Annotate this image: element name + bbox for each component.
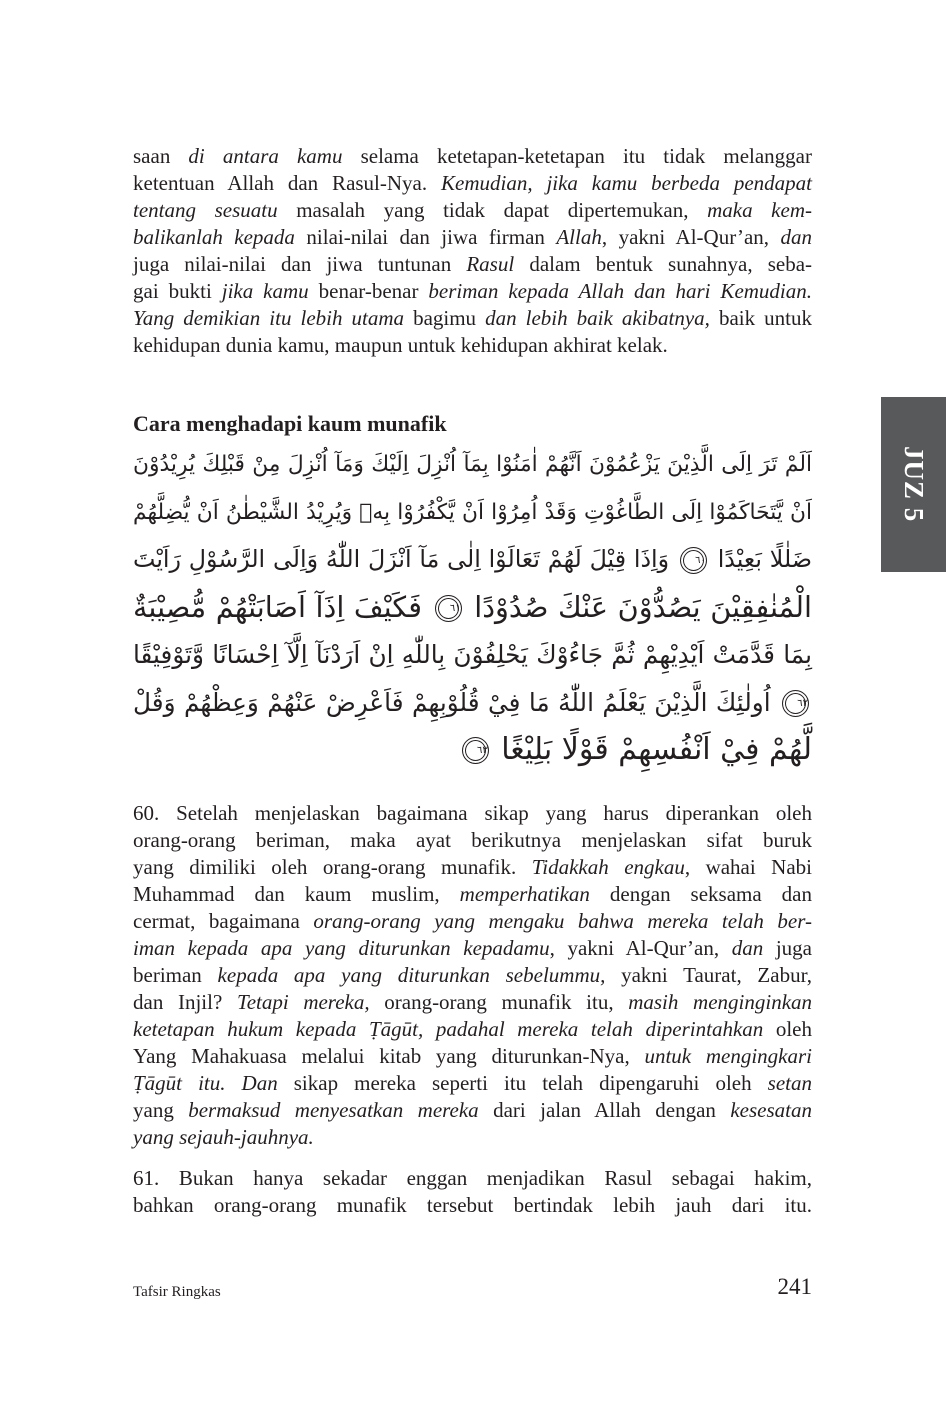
commentary-60-line xyxy=(133,1070,812,1097)
quran-verse-line xyxy=(133,489,812,537)
quran-verse-line xyxy=(133,679,812,727)
text-run: kehidupan dunia kamu, maupun untuk kehidupan akhirat kelak. xyxy=(133,333,668,357)
intro-text-line xyxy=(133,332,812,359)
commentary-60-line xyxy=(133,989,812,1016)
commentary-60-line xyxy=(133,800,812,827)
text-run: فَكَيْفَ اِذَآ اَصَابَتْهُمْ مُّصِيْبَةٌ xyxy=(133,589,432,624)
italic-text: Tidakkah engkau xyxy=(531,855,685,879)
intro-text-line xyxy=(133,170,812,197)
commentary-verse-60 xyxy=(133,800,812,1151)
text-run: الْمُنٰفِقِيْنَ يَصُدُّوْنَ عَنْكَ صُدُوْدًا xyxy=(464,589,812,624)
text-run: cermat, bagaimana xyxy=(133,909,314,933)
ayah-number-marker: ٦١ xyxy=(435,595,462,622)
italic-text: jika kamu xyxy=(221,279,309,303)
commentary-61-line xyxy=(133,1192,812,1219)
text-run: 61. Bukan hanya sekadar enggan menjadikan Rasul sebagai hakim, xyxy=(133,1166,812,1190)
text-run: juga xyxy=(763,936,813,960)
text-run: اَنْ يَّتَحَاكَمُوْا اِلَى الطَّاغُوْتِ وَقَدْ اُمِرُوْا اَنْ يَّكْفُرُوْا بِهٖ وَيُرِيْدُ الشَّيْطٰنُ اَنْ يُّضِلَّهُمْ xyxy=(133,499,812,525)
text-run: orang-orang beriman, maka ayat berikutnya menjelaskan sifat buruk xyxy=(133,828,812,852)
text-run: yang dimiliki oleh orang-orang munafik. xyxy=(133,855,532,879)
text-run: dengan seksama dan xyxy=(589,882,812,906)
quran-verse-line xyxy=(133,584,812,632)
italic-text: di antara kamu xyxy=(188,144,343,168)
italic-text: beriman kepada Allah dan hari Kemudian. xyxy=(428,279,813,303)
page-number: 241 xyxy=(777,1274,812,1299)
text-run: masalah yang tidak dapat dipertemukan, xyxy=(277,198,708,222)
italic-text: Yang demikian itu lebih utama xyxy=(133,306,405,330)
italic-text: masih menginginkan xyxy=(628,990,813,1014)
quran-verse-line xyxy=(133,726,812,774)
text-run: beriman xyxy=(133,963,218,987)
text-run: bahkan orang-orang munafik tersebut bertindak lebih jauh dari itu. xyxy=(133,1193,812,1217)
text-run: baik untuk xyxy=(709,306,812,330)
text-run: اُولٰئِكَ الَّذِيْنَ يَعْلَمُ اللّٰهُ مَا فِيْ قُلُوْبِهِمْ فَاَعْرِضْ عَنْهُمْ وَعِظْهُمْ وَقُلْ xyxy=(133,687,779,717)
text-run: gai bukti xyxy=(133,279,222,303)
italic-text: memperhatikan xyxy=(459,882,590,906)
intro-text-line xyxy=(133,278,812,305)
italic-text: dan xyxy=(731,936,764,960)
commentary-60-line xyxy=(133,908,812,935)
juz-tab-label: JUZ 5 xyxy=(899,446,929,523)
text-run: بِمَا قَدَّمَتْ اَيْدِيْهِمْ ثُمَّ جَاءُوْكَ يَحْلِفُوْنَ بِاللّٰهِ اِنْ اَرَدْنَآ اِلَّآ اِحْسَانًا وَّتَوْفِيْقًا xyxy=(133,640,812,669)
italic-text: balikanlah kepada xyxy=(133,225,295,249)
commentary-60-line xyxy=(133,1097,812,1124)
italic-text: Ṭāgūt itu. Dan xyxy=(133,1071,278,1095)
text-run: اَلَمْ تَرَ اِلَى الَّذِيْنَ يَزْعُمُوْنَ اَنَّهُمْ اٰمَنُوْا بِمَآ اُنْزِلَ اِلَيْكَ وَمَآ اُنْزِلَ مِنْ قَبْلِكَ يُرِيْدُوْنَ xyxy=(133,452,812,477)
text-run: bagimu xyxy=(404,306,486,330)
text-run: , yakni Al-Qur’an, xyxy=(601,225,781,249)
text-run: , wahai Nabi xyxy=(684,855,813,879)
italic-text: dan xyxy=(780,225,812,249)
italic-text: orang-orang yang mengaku bahwa mereka telah ber- xyxy=(313,909,812,933)
italic-text: Rasul xyxy=(466,252,515,276)
text-run: selama ketetapan-ketetapan itu tidak melanggar xyxy=(342,144,812,168)
italic-text: Tetapi mereka, xyxy=(236,990,370,1014)
italic-text: Kemudian, jika kamu berbeda pendapat xyxy=(441,171,812,195)
intro-text-line xyxy=(133,224,812,251)
commentary-60-line xyxy=(133,827,812,854)
running-footer-title: Tafsir Ringkas xyxy=(133,1284,221,1300)
text-run: 60. Setelah menjelaskan bagaimana sikap yang harus diperankan oleh xyxy=(133,801,812,825)
commentary-verse-61 xyxy=(133,1165,812,1219)
commentary-60-line xyxy=(133,1016,812,1043)
quran-verses-block xyxy=(133,441,812,774)
commentary-61-line xyxy=(133,1165,812,1192)
intro-text-line xyxy=(133,251,812,278)
text-run: yakni Taurat, Zabur, xyxy=(605,963,812,987)
text-run: ضَلٰلًا بَعِيْدًا xyxy=(709,545,812,573)
text-run: dari jalan Allah dengan xyxy=(478,1098,731,1122)
quran-verse-line xyxy=(133,536,812,584)
quran-verse-line xyxy=(133,441,812,489)
italic-text: kepada apa yang diturunkan sebelummu, xyxy=(217,963,606,987)
text-run: dan Injil? xyxy=(133,990,237,1014)
text-run: juga nilai-nilai dan jiwa tuntunan xyxy=(133,252,467,276)
text-run: yang xyxy=(133,1098,189,1122)
commentary-60-line xyxy=(133,935,812,962)
text-run: oleh xyxy=(763,1017,813,1041)
text-run: وَاِذَا قِيْلَ لَهُمْ تَعَالَوْا اِلٰى مَآ اَنْزَلَ اللّٰهُ وَاِلَى الرَّسُوْلِ رَاَيْتَ xyxy=(133,545,677,573)
commentary-60-line xyxy=(133,881,812,908)
intro-text-line xyxy=(133,305,812,332)
text-run: Yang Mahakuasa melalui kitab yang diturunkan-Nya, xyxy=(133,1044,645,1068)
text-run: Muhammad dan kaum muslim, xyxy=(133,882,460,906)
commentary-60-line xyxy=(133,1043,812,1070)
italic-text: ketetapan hukum kepada Ṭāgūt, padahal mereka telah diperintahkan xyxy=(133,1017,764,1041)
italic-text: untuk mengingkari xyxy=(644,1044,812,1068)
text-run: saan xyxy=(133,144,189,168)
italic-text: tentang sesuatu xyxy=(133,198,278,222)
juz-side-tab xyxy=(881,397,946,572)
italic-text: iman kepada apa yang diturunkan kepadamu xyxy=(133,936,550,960)
text-run: nilai-nilai dan jiwa firman xyxy=(294,225,557,249)
text-run: , yakni Al-Qur’an, xyxy=(549,936,732,960)
commentary-60-line xyxy=(133,854,812,881)
quran-verse-line xyxy=(133,631,812,679)
text-run: لَّهُمْ فِيْ اَنْفُسِهِمْ قَوْلًا بَلِيْغًا xyxy=(491,732,812,767)
ayah-number-marker: ٦٠ xyxy=(680,547,707,574)
commentary-60-line xyxy=(133,1124,812,1151)
ayah-number-marker: ٦٢ xyxy=(782,690,809,717)
italic-text: kesesatan xyxy=(730,1098,812,1122)
intro-text-line xyxy=(133,197,812,224)
text-run: dalam bentuk sunahnya, seba- xyxy=(514,252,813,276)
ayah-number-marker: ٦٣ xyxy=(462,737,489,764)
text-run: benar-benar xyxy=(308,279,429,303)
intro-paragraph xyxy=(133,143,812,359)
italic-text: bermaksud menyesatkan mereka xyxy=(188,1098,479,1122)
commentary-60-line xyxy=(133,962,812,989)
italic-text: dan lebih baik akibatnya, xyxy=(485,306,710,330)
italic-text: maka kem- xyxy=(707,198,812,222)
text-run: ketentuan Allah dan Rasul-Nya. xyxy=(133,171,441,195)
section-heading: Cara menghadapi kaum munafik xyxy=(133,411,447,436)
intro-text-line xyxy=(133,143,812,170)
italic-text: Allah xyxy=(556,225,602,249)
text-run: orang-orang munafik itu, xyxy=(369,990,629,1014)
italic-text: yang sejauh-jauhnya. xyxy=(133,1125,314,1149)
text-run: sikap mereka seperti itu telah dipengaruhi oleh xyxy=(277,1071,768,1095)
italic-text: setan xyxy=(767,1071,812,1095)
